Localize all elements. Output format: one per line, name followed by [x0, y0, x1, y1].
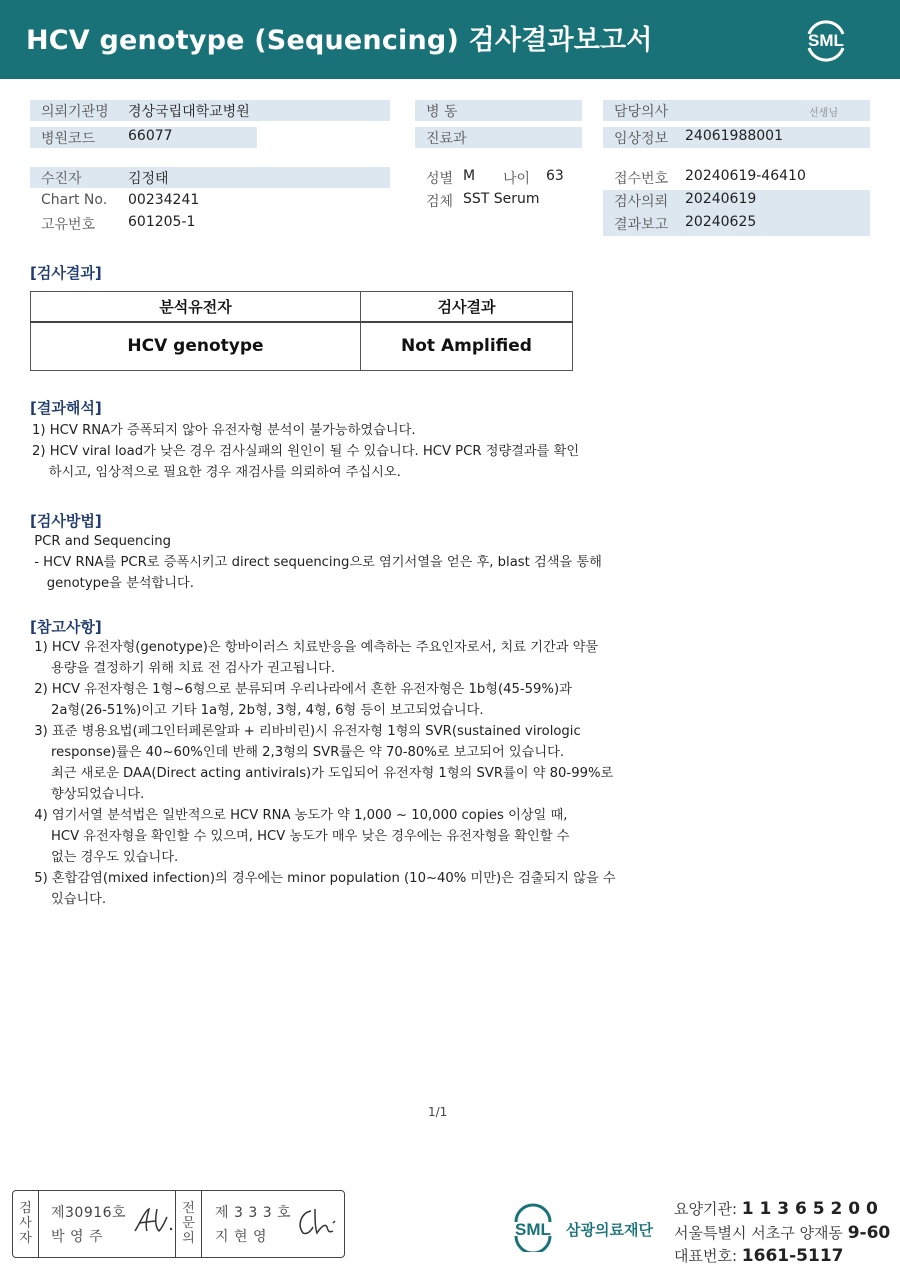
sex-label: 성별 — [426, 171, 454, 187]
doctor-field — [603, 100, 870, 121]
result-table — [30, 291, 573, 371]
age-value: 63 — [546, 168, 564, 184]
reference-line: 2) HCV 유전자형은 1형~6형으로 분류되며 우리나라에서 흔한 유전자형은 1b형(45-59%)과 — [30, 682, 572, 697]
result-table-header-row — [31, 292, 573, 322]
specimen-label: 검체 — [426, 194, 454, 210]
receipt-no-field — [603, 167, 870, 188]
institution-field — [30, 100, 390, 121]
examiner-label: 검 사 자 — [19, 1201, 32, 1246]
department-label: 진료과 — [426, 131, 467, 147]
ward-label: 병 동 — [426, 104, 458, 120]
divider — [38, 1191, 39, 1257]
receipt-no-value: 20240619-46410 — [685, 168, 806, 184]
reference-line: 용량을 결정하기 위해 치료 전 검사가 권고됩니다. — [30, 661, 336, 676]
department-field — [415, 127, 582, 148]
reference-line: 있습니다. — [30, 892, 107, 907]
examinee-field — [30, 167, 390, 188]
examiner-name: 박 영 주 — [51, 1229, 103, 1245]
unique-no-label: 고유번호 — [41, 217, 96, 233]
chart-no-value: 00234241 — [128, 192, 200, 208]
result-section-title: [검사결과] — [30, 264, 102, 282]
table-row — [31, 322, 573, 371]
reference-line: 3) 표준 병용요법(페그인터페론알파 + 리바비린)시 유전자형 1형의 SVR(sustained virologic — [30, 724, 581, 739]
method-line: PCR and Sequencing — [30, 534, 172, 549]
specialist-signature-icon — [295, 1205, 339, 1239]
method-line: genotype을 분석합니다. — [30, 576, 194, 591]
specialist-name: 지 현 영 — [215, 1229, 267, 1245]
hospital-code-field — [30, 127, 257, 148]
specimen-value: SST Serum — [463, 191, 540, 207]
method-section-title: [검사방법] — [30, 512, 102, 530]
request-date-value: 20240619 — [685, 191, 757, 207]
chart-no-field — [30, 191, 390, 212]
references-section-title: [참고사항] — [30, 618, 102, 636]
institution-label: 의뢰기관명 — [41, 104, 109, 120]
unique-no-field — [30, 213, 390, 234]
hospital-code-value: 66077 — [128, 128, 173, 144]
unique-no-value: 601205-1 — [128, 214, 196, 230]
report-title: HCV genotype (Sequencing) 검사결과보고서 — [26, 25, 653, 56]
footer-phone: 대표번호: 1661-5117 — [674, 1246, 844, 1266]
examinee-value: 김정태 — [128, 171, 169, 187]
doctor-suffix: 선생님 — [809, 108, 838, 119]
divider — [201, 1191, 202, 1257]
address-number: 9-60 — [847, 1223, 891, 1243]
foundation-name: 삼광의료재단 — [566, 1221, 653, 1239]
result-column-header: 검사결과 — [361, 292, 573, 322]
result-cell: Not Amplified — [361, 322, 573, 371]
examiner-license: 제30916호 — [51, 1205, 127, 1221]
request-date-field — [603, 190, 870, 236]
reference-line: 4) 염기서열 분석법은 일반적으로 HCV RNA 농도가 약 1,000 ~ 10,000 copies 이상일 때, — [30, 808, 568, 823]
specimen-field — [415, 190, 582, 211]
interpretation-line: 1) HCV RNA가 증폭되지 않아 유전자형 분석이 불가능하였습니다. — [32, 423, 416, 438]
logo-text: SML — [808, 31, 844, 50]
hospital-code-label: 병원코드 — [41, 131, 96, 147]
examinee-label: 수진자 — [41, 171, 82, 187]
method-text — [30, 531, 602, 594]
report-header — [0, 0, 900, 79]
reference-line: 없는 경우도 있습니다. — [30, 850, 179, 865]
sml-footer-logo-icon — [508, 1202, 558, 1252]
age-label: 나이 — [503, 171, 531, 187]
receipt-no-label: 접수번호 — [614, 171, 669, 187]
sex-age-field — [415, 167, 582, 188]
institution-value: 경상국립대학교병원 — [128, 104, 250, 120]
reference-line: HCV 유전자형을 확인할 수 있으며, HCV 농도가 매우 낮은 경우에는 유전자형을 확인할 수 — [30, 829, 570, 844]
footer-logo-text: SML — [515, 1220, 551, 1239]
clinical-info-field — [603, 127, 870, 148]
institution-code: 요양기관: 1 1 3 6 5 2 0 0 — [674, 1199, 878, 1219]
chart-no-label: Chart No. — [41, 192, 108, 208]
interpretation-line: 하시고, 임상적으로 필요한 경우 재검사를 의뢰하여 주십시오. — [32, 465, 401, 480]
interpretation-text — [32, 420, 579, 483]
sml-logo-icon — [800, 12, 852, 64]
report-date-label: 결과보고 — [614, 217, 669, 233]
gene-cell: HCV genotype — [31, 322, 361, 371]
reference-line: 1) HCV 유전자형(genotype)은 항바이러스 치료반응을 예측하는 주요인자로서, 치료 기간과 약물 — [30, 640, 599, 655]
clinical-info-label: 임상정보 — [614, 131, 669, 147]
doctor-label: 담당의사 — [614, 104, 669, 120]
clinical-info-value: 24061988001 — [685, 128, 783, 144]
request-date-label: 검사의뢰 — [614, 194, 669, 210]
specialist-license: 제 3 3 3 호 — [215, 1205, 292, 1221]
interpretation-section-title: [결과해석] — [30, 399, 102, 417]
reference-line: 최근 새로운 DAA(Direct acting antivirals)가 도입되어 유전자형 1형의 SVR률이 약 80-99%로 — [30, 766, 614, 781]
institution-code-value: 1 1 3 6 5 2 0 0 — [741, 1199, 878, 1219]
footer-address: 서울특별시 서초구 양재동 9-60 — [674, 1223, 891, 1243]
report-date-value: 20240625 — [685, 214, 757, 230]
reference-line: 향상되었습니다. — [30, 787, 145, 802]
ward-field — [415, 100, 582, 121]
reference-line: response)률은 40~60%인데 반해 2,3형의 SVR률은 약 70-80%로 보고되어 있습니다. — [30, 745, 565, 760]
phone-value: 1661-5117 — [741, 1246, 844, 1266]
page-number: 1/1 — [428, 1105, 448, 1119]
sex-value: M — [463, 168, 476, 184]
reference-line: 2a형(26-51%)이고 기타 1a형, 2b형, 3형, 4형, 6형 등이 보고되었습니다. — [30, 703, 484, 718]
specialist-label: 전 문 의 — [182, 1201, 195, 1246]
examiner-signature-icon — [131, 1205, 175, 1239]
references-text — [30, 637, 616, 910]
gene-column-header: 분석유전자 — [31, 292, 361, 322]
method-line: - HCV RNA를 PCR로 증폭시키고 direct sequencing으로 염기서열을 얻은 후, blast 검색을 통해 — [30, 555, 602, 570]
reference-line: 5) 혼합감염(mixed infection)의 경우에는 minor population (10~40% 미만)은 검출되지 않을 수 — [30, 871, 616, 886]
interpretation-line: 2) HCV viral load가 낮은 경우 검사실패의 원인이 될 수 있습니다. HCV PCR 정량결과를 확인 — [32, 444, 580, 459]
signature-box — [12, 1190, 345, 1258]
